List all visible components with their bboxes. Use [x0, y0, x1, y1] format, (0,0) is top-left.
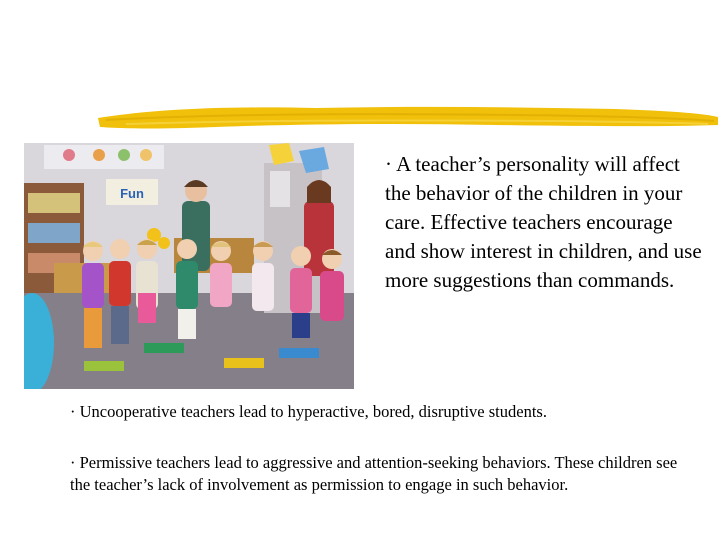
bullet-text: A teacher’s personality will affect the behavior of the children in your care. Effective teachers encourage and show interest in children, and use more suggestions than commands.	[385, 152, 702, 292]
bullet-permissive-teachers	[70, 452, 700, 496]
bullet-teacher-personality	[385, 150, 705, 295]
bullet-text: Permissive teachers lead to aggressive and attention-seeking behaviors. These children see the teacher’s lack of involvement as permission to engage in such behavior.	[70, 453, 678, 494]
bullet-uncooperative-teachers	[70, 401, 700, 423]
bullet-marker: ·	[385, 152, 392, 176]
accent-brush-stroke	[96, 100, 720, 134]
bullet-marker: ·	[70, 453, 76, 472]
bullet-text: Uncooperative teachers lead to hyperactive, bored, disruptive students.	[75, 402, 547, 421]
bullet-marker: ·	[70, 402, 76, 421]
classroom-photo	[24, 143, 354, 389]
fun-sign-text: Fun	[120, 186, 144, 201]
